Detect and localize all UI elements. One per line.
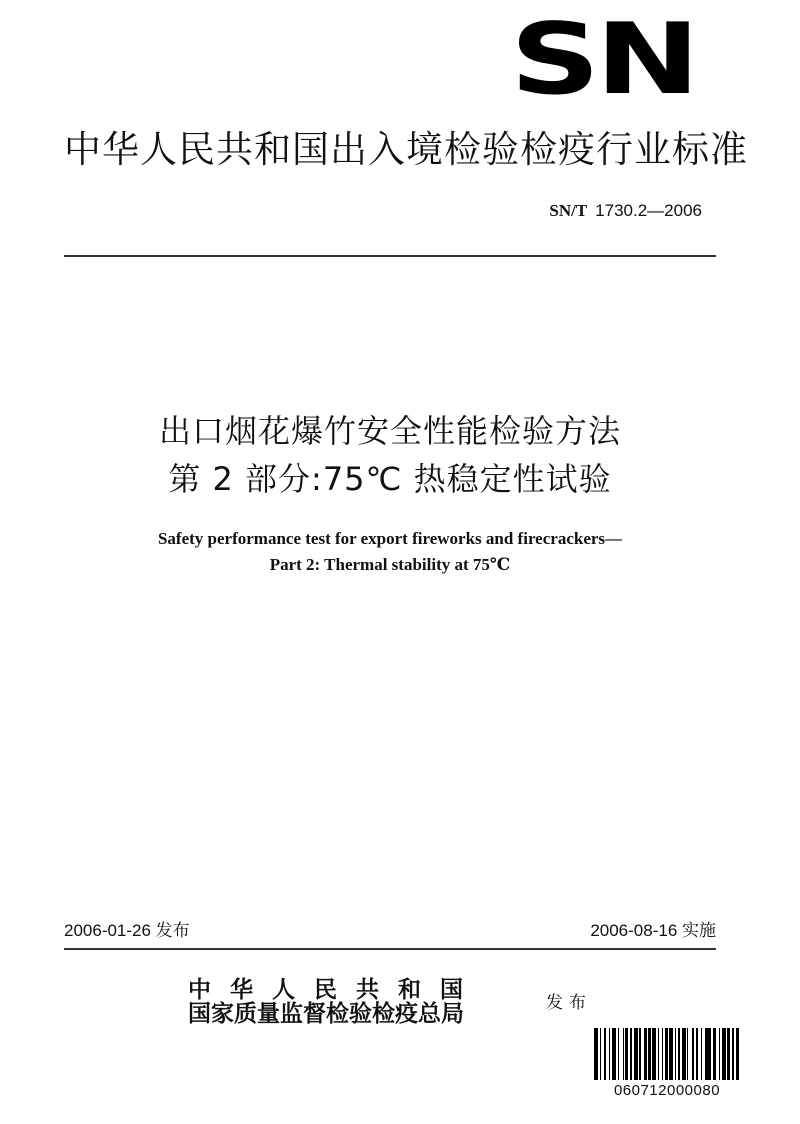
effective-date: 2006-08-16 实施 (590, 921, 716, 940)
barcode-number: 060712000080 (613, 1082, 721, 1099)
title-en-main: Safety performance test for export fireworks and firecrackers— (157, 529, 623, 548)
title-zh-part: 第 2 部分:75℃ 热稳定性试验 (168, 460, 612, 498)
divider-top (64, 255, 716, 257)
standard-number-value: 1730.2—2006 (595, 201, 702, 220)
issuer-country: 中华人民共和国 (188, 976, 482, 1003)
title-zh-main: 出口烟花爆竹安全性能检验方法 (158, 412, 621, 450)
standard-organization: 中华人民共和国出入境检验检疫行业标准 (64, 128, 748, 171)
divider-bottom (64, 948, 716, 950)
issuer-block (188, 978, 482, 1026)
barcode-bar (736, 1028, 740, 1080)
issuer-action: 发布 (546, 993, 592, 1013)
standard-number (549, 200, 702, 222)
issue-date: 2006-01-26 发布 (64, 921, 190, 940)
standard-number-prefix: SN/T (549, 201, 588, 220)
sn-logo: SN (510, 3, 696, 117)
issuer-agency: 国家质量监督检验检疫总局 (188, 1000, 464, 1027)
barcode-icon (594, 1028, 740, 1080)
title-en-part: Part 2: Thermal stability at 75℃ (269, 555, 511, 574)
